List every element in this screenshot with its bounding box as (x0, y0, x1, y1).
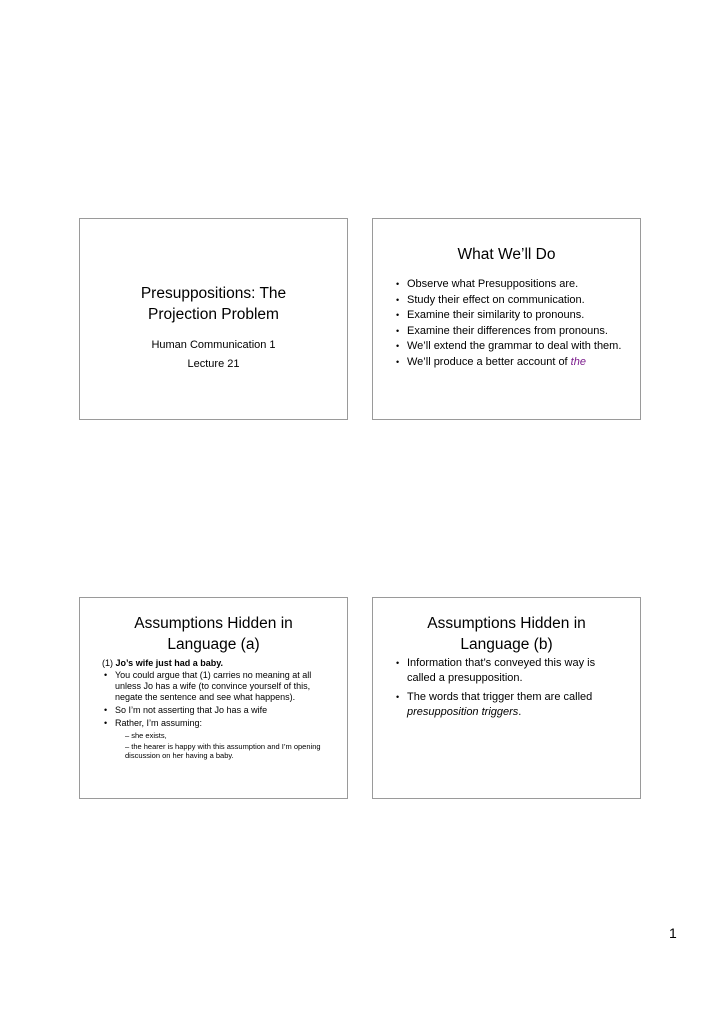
bullet-list (394, 278, 624, 371)
example-sentence (102, 657, 223, 669)
bullet-item: • Examine their differences from pronouns. (394, 325, 624, 338)
bullet-item: • Observe what Presuppositions are. (394, 278, 624, 291)
slide-title (80, 613, 347, 655)
title-line-2: Language (b) (460, 636, 553, 653)
slide-title-page (79, 218, 348, 420)
lecture-number: Lecture 21 (187, 358, 240, 370)
slide-what-well-do (372, 218, 641, 420)
bullet-item (394, 690, 624, 720)
bullet-item (394, 356, 624, 369)
bullet-item: • Study their effect on communication. (394, 294, 624, 307)
slide-title: What We’ll Do (457, 246, 556, 263)
bullet-item: • We’ll extend the grammar to deal with them. (394, 340, 624, 353)
slide-assumptions-b (372, 597, 641, 799)
bullet-item: • So I’m not asserting that Jo has a wife (102, 705, 334, 716)
sub-bullet-list (115, 731, 334, 761)
emphasized-term: presupposition triggers (407, 706, 519, 718)
example-text: Jo’s wife just had a baby. (115, 658, 224, 668)
title-line-1: Presuppositions: The (140, 285, 287, 302)
bullet-item: • You could argue that (1) carries no meaning at all unless Jo has a wife (to convince yourself of this, negate the sentence and see what happens). (102, 670, 334, 703)
bullet-item: • Examine their similarity to pronouns. (394, 309, 624, 322)
page-number: 1 (669, 925, 677, 941)
example-number: (1) (102, 658, 113, 668)
title-line-1: Assumptions Hidden in (427, 615, 586, 632)
slide-title (80, 283, 347, 325)
sub-bullet-item: – the hearer is happy with this assumption and I’m opening discussion on her having a baby. (125, 741, 321, 760)
sub-bullet-item: – she exists, (125, 731, 167, 740)
title-line-1: Assumptions Hidden in (134, 615, 293, 632)
slide-assumptions-a (79, 597, 348, 799)
slide-title (373, 613, 640, 655)
course-name: Human Communication 1 (151, 339, 276, 351)
bullet-list (394, 656, 624, 724)
bullet-item (102, 718, 334, 761)
emphasized-word: the (570, 355, 586, 368)
title-line-2: Projection Problem (148, 306, 279, 323)
bullet-item: • Information that’s conveyed this way is called a presupposition. (394, 656, 624, 686)
bullet-text: We’ll produce a better account of (407, 355, 571, 368)
bullet-suffix: . (518, 706, 522, 718)
bullet-list (102, 670, 334, 763)
slide-subtitle (80, 336, 347, 374)
title-line-2: Language (a) (167, 636, 260, 653)
bullet-text: Rather, I’m assuming: (115, 718, 203, 728)
bullet-text: The words that trigger them are called (407, 691, 593, 703)
